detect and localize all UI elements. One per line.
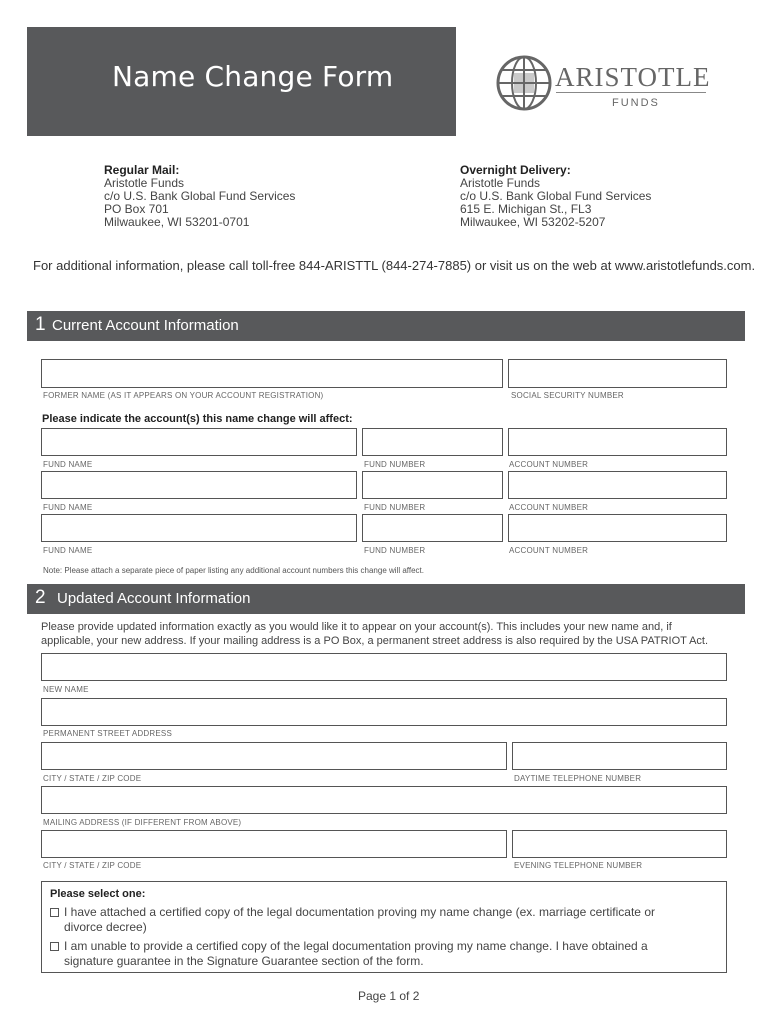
section-title: Current Account Information — [52, 317, 239, 334]
ssn-field[interactable] — [508, 359, 727, 388]
address-line: 615 E. Michigan St., FL3 — [460, 202, 592, 216]
page-number: Page 1 of 2 — [358, 989, 420, 1003]
contact-info: For additional information, please call toll-free 844-ARISTTL (844-274-7885) or visit us on the web at www.aristotlefunds.com. — [33, 258, 756, 273]
city-state-zip-label: CITY / STATE / ZIP CODE — [43, 861, 142, 870]
fund-number-label: FUND NUMBER — [364, 460, 426, 469]
address-line: Aristotle Funds — [104, 176, 185, 190]
city-state-zip-label: CITY / STATE / ZIP CODE — [43, 774, 142, 783]
fund-number-label: FUND NUMBER — [364, 503, 426, 512]
fund-name-label: FUND NAME — [43, 546, 93, 555]
additional-accounts-note: Note: Please attach a separate piece of paper listing any additional account numbers this change will affect. — [43, 566, 424, 575]
option-1-text: divorce decree) — [64, 920, 147, 934]
section-number: 1 — [35, 314, 46, 335]
page-title: Name Change Form — [112, 60, 394, 93]
overnight-heading: Overnight Delivery: — [460, 163, 571, 177]
select-heading: Please select one: — [50, 888, 146, 900]
fund-number-field[interactable] — [362, 471, 503, 499]
evening-phone-field[interactable] — [512, 830, 727, 858]
section-number: 2 — [35, 587, 46, 608]
daytime-phone-label: DAYTIME TELEPHONE NUMBER — [514, 774, 642, 783]
logo-wordmark: ARISTOTLE — [555, 62, 711, 92]
new-name-label: NEW NAME — [43, 685, 89, 694]
account-number-field[interactable] — [508, 471, 727, 499]
option-1-checkbox[interactable] — [50, 908, 59, 917]
street-address-label: PERMANENT STREET ADDRESS — [43, 729, 172, 738]
mailing-address-field[interactable] — [41, 786, 727, 814]
daytime-phone-field[interactable] — [512, 742, 727, 770]
section-2-header — [27, 584, 745, 614]
city-state-zip-field[interactable] — [41, 830, 507, 858]
option-2-text: signature guarantee in the Signature Guarantee section of the form. — [64, 954, 424, 968]
street-address-field[interactable] — [41, 698, 727, 726]
overnight-delivery-block — [460, 164, 651, 229]
fund-number-label: FUND NUMBER — [364, 546, 426, 555]
section-title: Updated Account Information — [57, 590, 251, 607]
logo-subtitle: FUNDS — [612, 97, 660, 109]
regular-mail-heading: Regular Mail: — [104, 163, 180, 177]
option-2-text: I am unable to provide a certified copy of the legal documentation proving my name change. I have obtained a — [64, 939, 648, 953]
account-number-field[interactable] — [508, 514, 727, 542]
mailing-address-label: MAILING ADDRESS (IF DIFFERENT FROM ABOVE) — [43, 818, 242, 827]
address-line: Milwaukee, WI 53201-0701 — [104, 215, 250, 229]
account-number-label: ACCOUNT NUMBER — [509, 546, 589, 555]
new-name-field[interactable] — [41, 653, 727, 681]
section-1-header — [27, 311, 745, 341]
select-one-box — [41, 881, 727, 973]
address-line: Aristotle Funds — [460, 176, 541, 190]
fund-name-field[interactable] — [41, 471, 357, 499]
address-line: PO Box 701 — [104, 202, 169, 216]
option-2-checkbox[interactable] — [50, 942, 59, 951]
option-1-text: I have attached a certified copy of the legal documentation proving my name change (ex. marriage certificate or — [64, 905, 655, 919]
globe-logo-icon — [496, 55, 552, 111]
accounts-prompt: Please indicate the account(s) this name change will affect: — [42, 413, 353, 425]
logo-rule — [556, 92, 706, 93]
address-line: c/o U.S. Bank Global Fund Services — [460, 189, 652, 203]
address-line: Milwaukee, WI 53202-5207 — [460, 215, 606, 229]
former-name-label: FORMER NAME (AS IT APPEARS ON YOUR ACCOUNT REGISTRATION) — [43, 391, 324, 400]
account-number-label: ACCOUNT NUMBER — [509, 503, 589, 512]
evening-phone-label: EVENING TELEPHONE NUMBER — [514, 861, 643, 870]
account-number-field[interactable] — [508, 428, 727, 456]
fund-name-label: FUND NAME — [43, 460, 93, 469]
regular-mail-block — [104, 164, 295, 229]
account-number-label: ACCOUNT NUMBER — [509, 460, 589, 469]
instructions-line: applicable, your new address. If your mailing address is a PO Box, a permanent street address is also required by the USA PATRIOT Act. — [41, 635, 709, 647]
address-line: c/o U.S. Bank Global Fund Services — [104, 189, 296, 203]
former-name-field[interactable] — [41, 359, 503, 388]
instructions-line: Please provide updated information exactly as you would like it to appear on your account(s). This includes your new name and, if — [41, 621, 672, 633]
city-state-zip-field[interactable] — [41, 742, 507, 770]
ssn-label: SOCIAL SECURITY NUMBER — [511, 391, 624, 400]
fund-name-field[interactable] — [41, 514, 357, 542]
fund-number-field[interactable] — [362, 514, 503, 542]
fund-number-field[interactable] — [362, 428, 503, 456]
fund-name-label: FUND NAME — [43, 503, 93, 512]
fund-name-field[interactable] — [41, 428, 357, 456]
